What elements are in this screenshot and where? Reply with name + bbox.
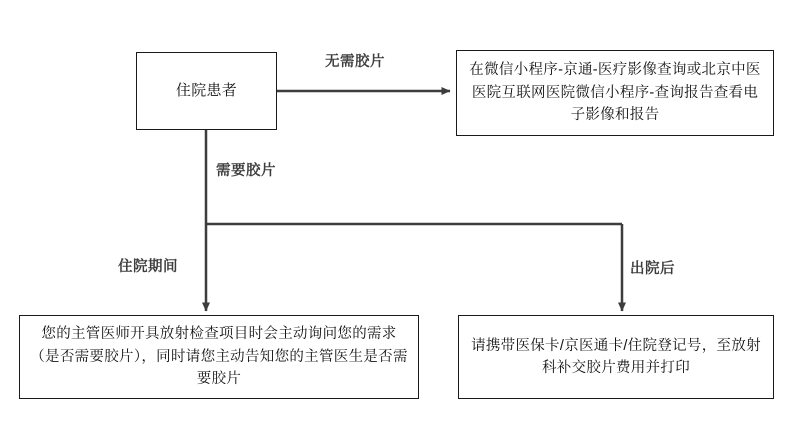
node-wechat-query[interactable] xyxy=(456,50,774,136)
node-after-discharge[interactable] xyxy=(458,315,774,399)
node-wechat-query-label: 在微信小程序-京通-医疗影像查询或北京中医医院互联网医院微信小程序-查询报告查看电子影像和报告 xyxy=(469,62,761,124)
node-during-hospitalization[interactable] xyxy=(19,315,419,399)
node-start[interactable] xyxy=(136,52,277,130)
edge-label-after-discharge: 出院后 xyxy=(630,261,675,277)
node-start-label: 住院患者 xyxy=(175,82,238,100)
node-during-hospitalization-label: 您的主管医师开具放射检查项目时会主动询问您的需求（是否需要胶片），同时请您主动告知您的主管医生是否需要胶片 xyxy=(30,326,408,388)
edge-label-during-stay: 住院期间 xyxy=(118,259,178,275)
edge-label-no-film: 无需胶片 xyxy=(325,54,385,70)
edge-label-need-film: 需要胶片 xyxy=(216,163,276,179)
node-after-discharge-label: 请携带医保卡/京医通卡/住院登记号，至放射科补交胶片费用并打印 xyxy=(471,337,761,376)
